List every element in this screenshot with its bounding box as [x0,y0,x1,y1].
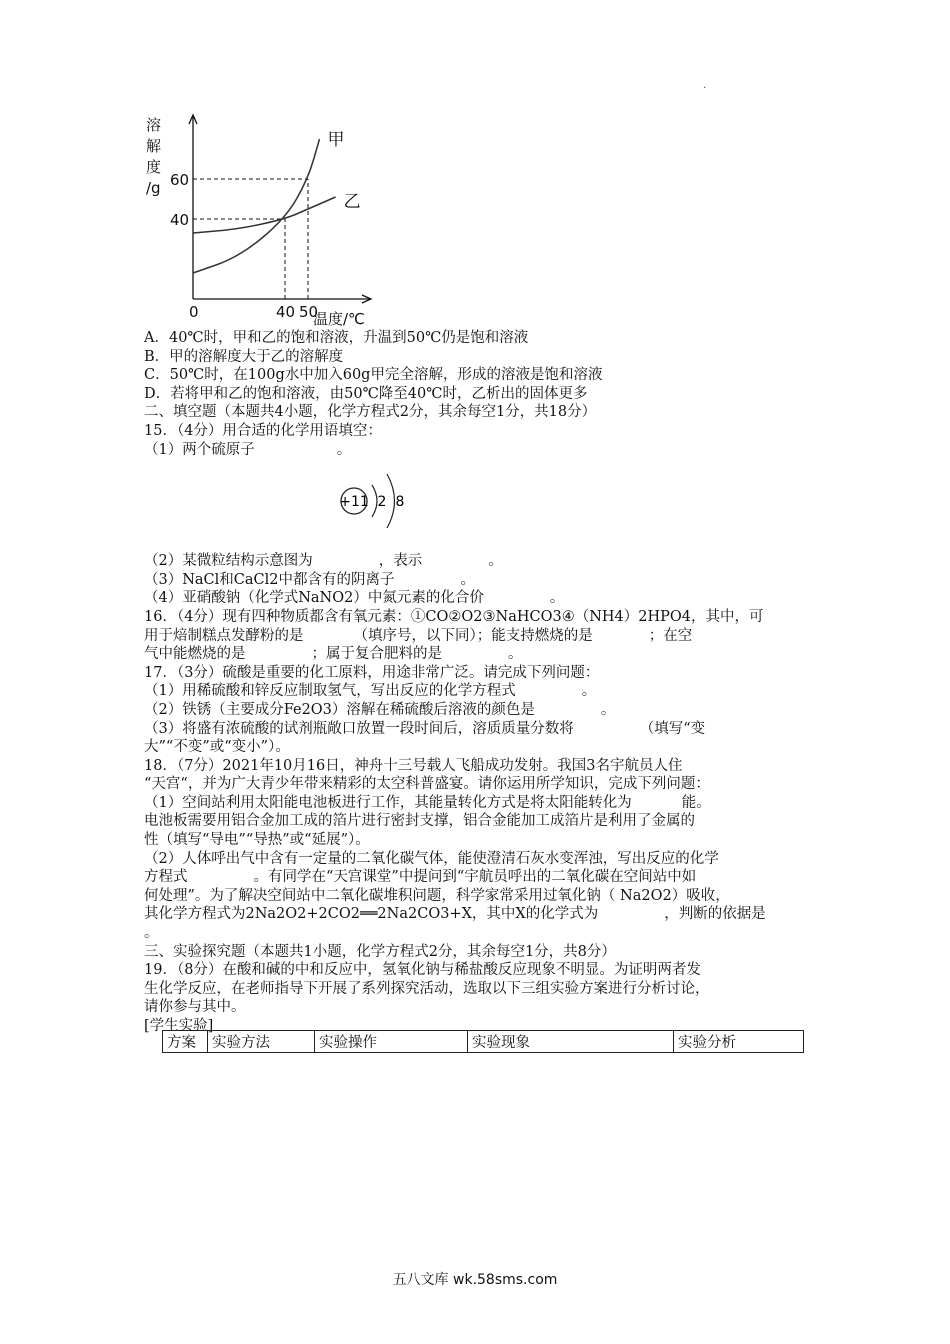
option-d: D．若将甲和乙的饱和溶液，由50℃降至40℃时，乙析出的固体更多 [144,385,588,402]
x-tick-label: 40 [276,303,296,321]
q18-1: （1）空间站利用太阳能电池板进行工作，其能量转化方式是将太阳能转化为 能。 [144,794,711,811]
x-axis-label: 温度/℃ [313,310,365,328]
q18-2-cont: 方程式 。有同学在“天宫课堂”中提问到“宇航员呼出的二氧化碳在空间站中如 [144,869,697,886]
solubility-chart [138,112,378,334]
q18-1-cont: 电池板需要用铝合金加工成的箔片进行密封支撑，铝合金能加工成箔片是利用了金属的 [144,813,695,830]
table-header-row [163,1031,804,1053]
q17-3: （3）将盛有浓硫酸的试剂瓶敞口放置一段时间后，溶质质量分数将 （填写“变 [144,720,706,737]
x-tick-label: 50 [299,303,319,321]
option-c: C．50℃时，在100g水中加入60g甲完全溶解，形成的溶液是饱和溶液 [144,367,603,384]
series-line-0 [193,139,320,273]
section-2-heading: 二、填空题（本题共4小题，化学方程式2分，其余每空1分，共18分） [144,404,597,421]
y-axis-label: 度 [146,158,162,176]
q17-1: （1）用稀硫酸和锌反应制取氢气，写出反应的化学方程式 。 [144,683,597,700]
option-a: A．40℃时，甲和乙的饱和溶液，升温到50℃仍是饱和溶液 [144,330,529,346]
series-label: 甲 [327,130,345,150]
q17-stem: 17．（3分）硫酸是重要的化工原料，用途非常广泛。请完成下列问题： [144,664,600,681]
nucleus-charge: +11 [339,494,369,510]
y-axis-label: 溶 [146,116,162,134]
solubility-chart-svg [138,112,378,334]
series-label: 乙 [343,192,361,212]
q15-2: （2）某微粒结构示意图为 ，表示 。 [144,553,503,570]
q15-4: （4）亚硝酸钠（化学式NaNO2）中氮元素的化合价 。 [144,590,565,607]
q15-1: （1）两个硫原子 。 [144,441,352,458]
student-experiment-label: [学生实验] [144,1018,214,1034]
q18-1-cont-2: 性（填写“导电”“导热”或“延展”）。 [144,832,370,849]
q19-stem-3: 请你参与其中。 [144,999,246,1016]
q17-2: （2）铁锈（主要成分Fe2O3）溶解在稀硫酸后溶液的颜色是 。 [144,701,616,718]
y-tick-label: 40 [170,211,190,229]
q19-stem: 19．（8分）在酸和碱的中和反应中，氢氧化钠与稀盐酸反应现象不明显。为证明两者发 [144,962,701,979]
q16-line3: 气中能燃烧的是 ；属于复合肥料的是 。 [144,646,523,663]
table-header-cell: 实验方法 [208,1031,315,1053]
table-header-cell: 实验操作 [315,1031,468,1053]
q18-2: （2）人体呼出气中含有一定量的二氧化碳气体，能使澄清石灰水变浑浊，写出反应的化学 [144,850,719,867]
y-tick-label: 60 [170,171,190,189]
stray-mark: . [703,80,707,91]
q18-stem: 18．（7分）2021年10月16日，神舟十三号载人飞船成功发射。我国3名宇航员人住 [144,757,683,774]
q16-stem: 16．（4分）现有四种物质都含有氧元素：①CO②O2③NaHCO3④（NH4）2HPO4，其中，可 [144,608,764,625]
origin-label: 0 [189,303,199,321]
option-b: B．甲的溶解度大于乙的溶解度 [144,348,344,365]
y-axis-label: /g [146,179,161,197]
shell-2-electrons: 8 [395,494,405,510]
q18-stem-2: “天宫“，并为广大青少年带来精彩的太空科普盛宴。请你运用所学知识，完成下列问题： [144,776,710,793]
q17-3-cont: 大”“不变”或“变小”）。 [144,739,290,756]
question-text [144,329,824,1036]
footer-watermark: 五八文库 wk.58sms.com [392,1272,558,1288]
q16-line2: 用于焙制糕点发酵粉的是 （填序号，以下同）；能支持燃烧的是 ；在空 [144,627,693,644]
q18-2-end: 。 [144,925,159,942]
shell-1-electrons: 2 [377,494,387,510]
experiment-table [162,1030,804,1053]
q18-2-cont-2: 何处理”。为了解决空间站中二氧化碳堆积问题，科学家常采用过氧化钠（ Na2O2）吸收， [144,887,730,904]
q15-3: （3）NaCl和CaCl2中都含有的阴离子 。 [144,571,475,588]
table-header-cell: 实验现象 [468,1031,674,1053]
series-line-1 [193,197,336,233]
table-header-cell: 实验分析 [674,1031,804,1053]
table-header-cell: 方案 [163,1031,208,1053]
y-axis-label: 解 [146,137,162,155]
q18-2-cont-3: 其化学方程式为2Na2O2+2CO2══2Na2CO3+X，其中X的化学式为 ，判断的依据是 [144,906,766,923]
q19-stem-2: 生化学反应，在老师指导下开展了系列探究活动，选取以下三组实验方案进行分析讨论， [144,980,710,997]
q15-stem: 15．（4分）用合适的化学用语填空： [144,422,382,439]
section-3-heading: 三、实验探究题（本题共1小题，化学方程式2分，其余每空1分，共8分） [144,943,616,960]
